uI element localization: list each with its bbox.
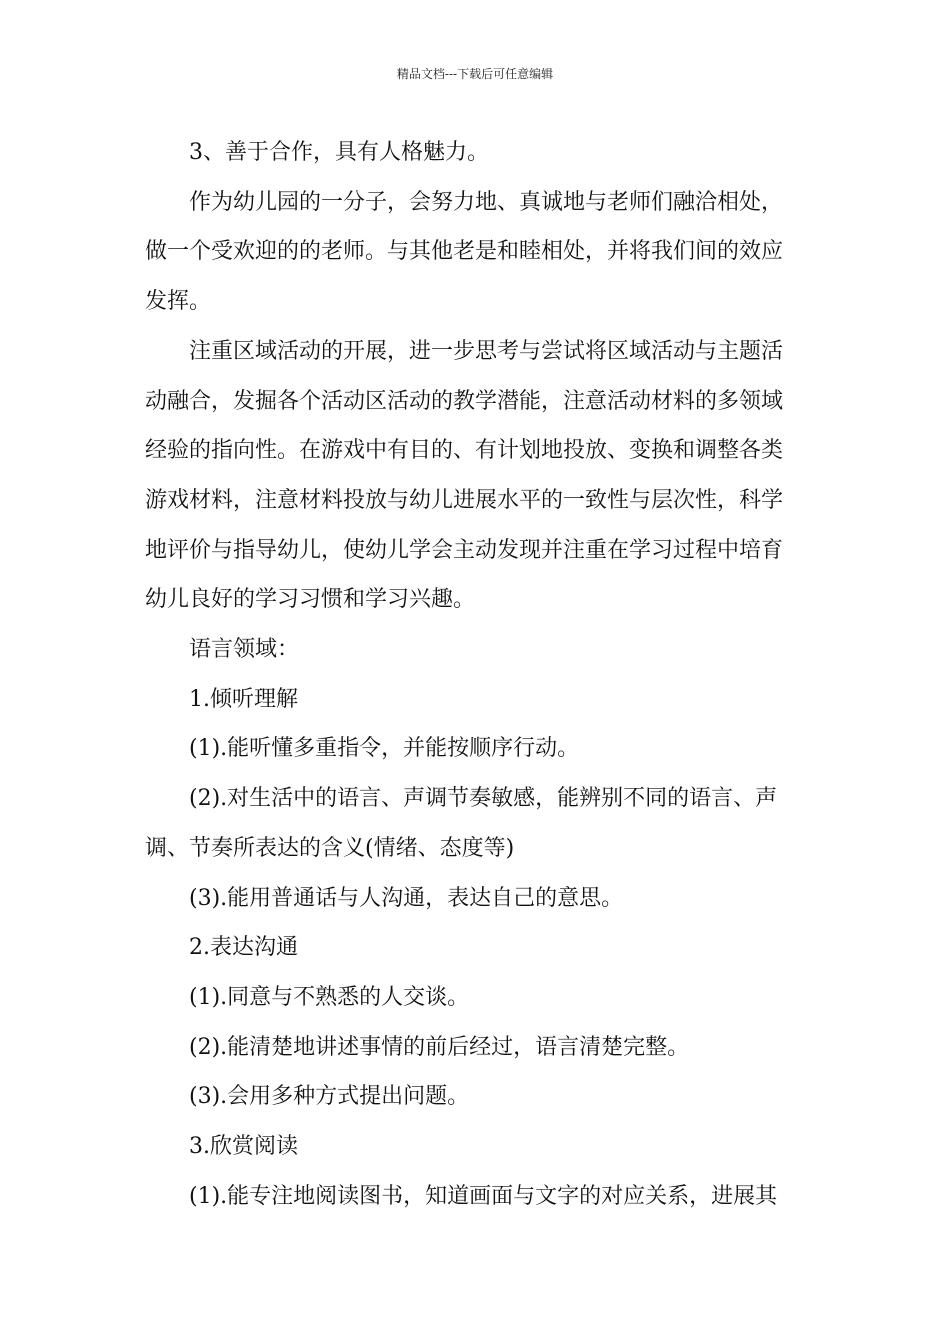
paragraph-line: 幼儿良好的学习习惯和学习兴趣。 (145, 587, 476, 613)
paragraph-line: 注重区域活动的开展，进一步思考与尝试将区域活动与主题活 (189, 338, 784, 364)
paragraph-line: 3.欣赏阅读 (189, 1134, 298, 1160)
paragraph-line: 作为幼儿园的一分子，会努力地、真诚地与老师们融洽相处， (189, 189, 784, 215)
document-body (145, 128, 810, 1221)
page-header: 精品文档---下载后可任意编辑 (396, 67, 554, 81)
paragraph-line: 游戏材料，注意材料投放与幼儿进展水平的一致性与层次性，科学 (145, 487, 784, 513)
paragraph-line: 调、节奏所表达的含义(情绪、态度等) (145, 835, 515, 861)
paragraph-line: 语言领域： (189, 637, 300, 663)
paragraph-line: (1).同意与不熟悉的人交谈。 (189, 984, 470, 1010)
paragraph-line: 发挥。 (145, 289, 212, 315)
paragraph-line: (1).能专注地阅读图书，知道画面与文字的对应关系，进展其 (189, 1183, 778, 1209)
paragraph-line: (3).会用多种方式提出问题。 (189, 1084, 470, 1110)
paragraph-line: 动融合，发掘各个活动区活动的教学潜能，注意活动材料的多领域 (145, 388, 784, 414)
paragraph-line: 经验的指向性。在游戏中有目的、有计划地投放、变换和调整各类 (145, 438, 784, 464)
paragraph-line: 1.倾听理解 (189, 686, 298, 712)
paragraph-line: (2).对生活中的语言、声调节奏敏感，能辨别不同的语言、声 (189, 786, 778, 812)
paragraph-line: 地评价与指导幼儿，使幼儿学会主动发现并注重在学习过程中培育 (145, 537, 784, 563)
paragraph-line: (2).能清楚地讲述事情的前后经过，语言清楚完整。 (189, 1034, 690, 1060)
paragraph-line: 做一个受欢迎的的老师。与其他老是和睦相处，并将我们间的效应 (145, 239, 784, 265)
paragraph-line: (1).能听懂多重指令，并能按顺序行动。 (189, 736, 580, 762)
paragraph-line: 2.表达沟通 (189, 935, 298, 961)
paragraph-line: 3、善于合作，具有人格魅力。 (189, 140, 489, 165)
paragraph-line: (3).能用普通话与人沟通，表达自己的意思。 (189, 885, 624, 911)
